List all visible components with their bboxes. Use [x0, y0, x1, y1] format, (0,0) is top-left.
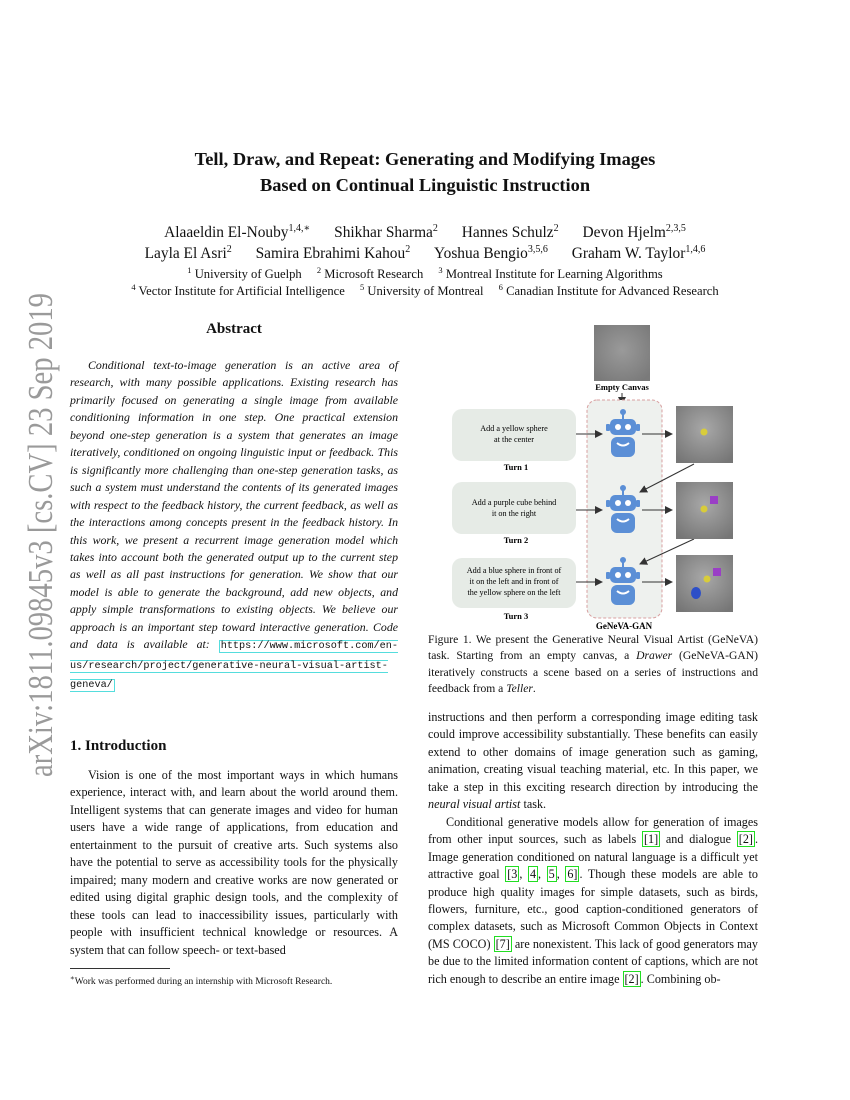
arxiv-side-stamp — [8, 290, 68, 780]
geneva-gan-label: GeNeVA-GAN — [595, 621, 653, 631]
author: Shikhar Sharma$^2$ — [334, 223, 438, 242]
blue-sphere — [691, 587, 701, 599]
paper-title — [80, 146, 770, 198]
turn-1-line-1: Add a yellow sphere — [480, 424, 548, 433]
author: Devon Hjelm$^{2,3,5}$ — [582, 223, 686, 242]
affiliation: $^3$ Montreal Institute for Learning Algorithms — [438, 265, 663, 282]
author: Yoshua Bengio$^{3,5,6}$ — [434, 244, 548, 263]
turn-3-line-2: it on the left and in front of — [469, 577, 559, 586]
author: Layla El Asri$^2$ — [144, 244, 232, 263]
figure-1 — [444, 322, 764, 634]
purple-cube — [713, 568, 721, 576]
citation-link[interactable]: 4 — [529, 867, 537, 882]
output-image-turn-3 — [676, 555, 733, 612]
author: Alaaeldin El-Nouby$^{1,4,∗}$ — [164, 223, 311, 242]
affiliation: $^5$ University of Montreal — [359, 282, 484, 299]
citation-link[interactable]: 6] — [567, 867, 578, 882]
introduction-heading: 1. Introduction — [70, 738, 167, 754]
turn-2-box — [452, 482, 576, 534]
turn-1-label: Turn 1 — [503, 462, 529, 472]
affiliation: $^1$ University of Guelph — [187, 265, 302, 282]
affiliation: $^4$ Vector Institute for Artificial Intelligence — [131, 282, 345, 299]
purple-cube — [710, 496, 718, 504]
citation-link[interactable]: [2] — [624, 971, 639, 986]
citation-link[interactable]: [2] — [738, 832, 753, 847]
figure-1-caption: Figure 1. We present the Generative Neural Visual Artist (GeNeVA) task. Starting from an empty canvas, a Drawer (GeNeVA-GAN) iteratively constructs a scene based on a series of instructions and feedback from a Teller. — [428, 633, 758, 696]
paragraph: Conditional generative models allow for generation of images from other input sources, such as labels [1] and dialogue [2] . Image generation conditioned on natural language is a difficult yet attractive goal [3 , 4 , 5 , 6] . Though these models are able to produce high quality images for simple datasets, such as birds, flowers, furniture, etc., good caption-conditioned generators of complex datasets, such as Microsoft Common Objects in Context (MS COCO) [7] are nonexistent. This lack of good generators may be due to the limited information content of captions, which are not rich enough to describe an entire image [2] . Combining ob- — [428, 814, 758, 986]
code-url-link[interactable]: https://www.microsoft.com/en-us/research/project/generative-neural-visual-artist-geneva/ — [70, 641, 398, 692]
turn-2-line-1: Add a purple cube behind — [471, 498, 557, 507]
turn-1-line-2: at the center — [493, 435, 535, 444]
turn-3-label: Turn 3 — [503, 611, 529, 621]
title-line-1: Tell, Draw, and Repeat: Generating and Modifying Images — [194, 149, 656, 169]
abstract-text: Conditional text-to-image generation is an active area of research, with many possible applications. Existing research has primarily focused on generating a single image from available conditioning information in one step. One practical extension beyond one-step generation is a system that generates an image iteratively, conditioned on ongoing linguistic input or feedback. This is significantly more challenging than one-step generation tasks, as such a system must understand the contents of its generated images with respect to the feedback history, the current feedback, as well as the interactions among concepts present in the feedback history. In this work, we present a recurrent image generation model which takes into account both the generated output up to the current step as well as all past instructions for generation. We show that our model is able to generate the background, add new objects, and apply simple transformations to existing objects. We believe our approach is an important step toward interactive generation. Code and data is available at: https://www.microsoft.com/en-us/research/project/generative-neural-visual-artist-geneva/ — [70, 358, 398, 692]
author: Samira Ebrahimi Kahou$^2$ — [255, 244, 411, 263]
affiliation: $^6$ Canadian Institute for Advanced Research — [498, 282, 719, 299]
yellow-sphere — [701, 429, 708, 436]
turn-2-line-2: it on the right — [491, 509, 537, 518]
turn-2-label: Turn 2 — [503, 535, 529, 545]
citation-link[interactable]: [7] — [495, 936, 510, 951]
citation-link[interactable]: [3 — [507, 867, 518, 882]
citation-link[interactable]: 5 — [548, 867, 555, 882]
introduction-text: Vision is one of the most important ways in which humans experience, interact with, and learn about the world around them. Intelligent systems that can generate images and video for human users have a wide range of applications, from education and entertainment to the pursuit of creative arts. Such systems also have the potential to serve as accessibility tools for the physically impaired; many modern and creative works are now generated or edited using digital graphic design tools, and the complexity of these tools can lead to inaccessibility issues, particularly with people with insufficient technical knowledge or resources. A system that can follow speech- or text-based — [70, 768, 398, 957]
empty-canvas-label: Empty Canvas — [595, 382, 649, 392]
citation-link[interactable]: [1] — [644, 832, 659, 847]
footnote-rule — [70, 968, 170, 969]
turn-3-line-1: Add a blue sphere in front of — [466, 566, 562, 575]
yellow-sphere — [701, 506, 708, 513]
footnote: ∗Work was performed during an internship with Microsoft Research. — [70, 974, 333, 988]
turn-3-line-3: the yellow sphere on the left — [467, 588, 561, 597]
right-column-text — [428, 709, 758, 988]
empty-canvas-image — [594, 325, 650, 381]
abstract-heading: Abstract — [206, 321, 262, 337]
author: Graham W. Taylor$^{1,4,6}$ — [571, 244, 706, 263]
arxiv-identifier: arXiv:1811.09845v3 [cs.CV] 23 Sep 2019 — [21, 290, 60, 777]
yellow-sphere — [704, 576, 711, 583]
title-line-2: Based on Continual Linguistic Instruction — [259, 175, 591, 195]
author: Hannes Schulz$^2$ — [461, 223, 559, 242]
affiliation: $^2$ Microsoft Research — [316, 265, 424, 282]
affiliations-row-2 — [60, 278, 790, 300]
paragraph: instructions and then perform a corresponding image editing task could improve accessibility substantially. These benefits can easily extend to other domains of image generation such as gaming, animation, creating visual teaching material, etc. In this paper, we take a step in this exciting research direction by introducing the neural visual artist task. — [428, 710, 758, 812]
